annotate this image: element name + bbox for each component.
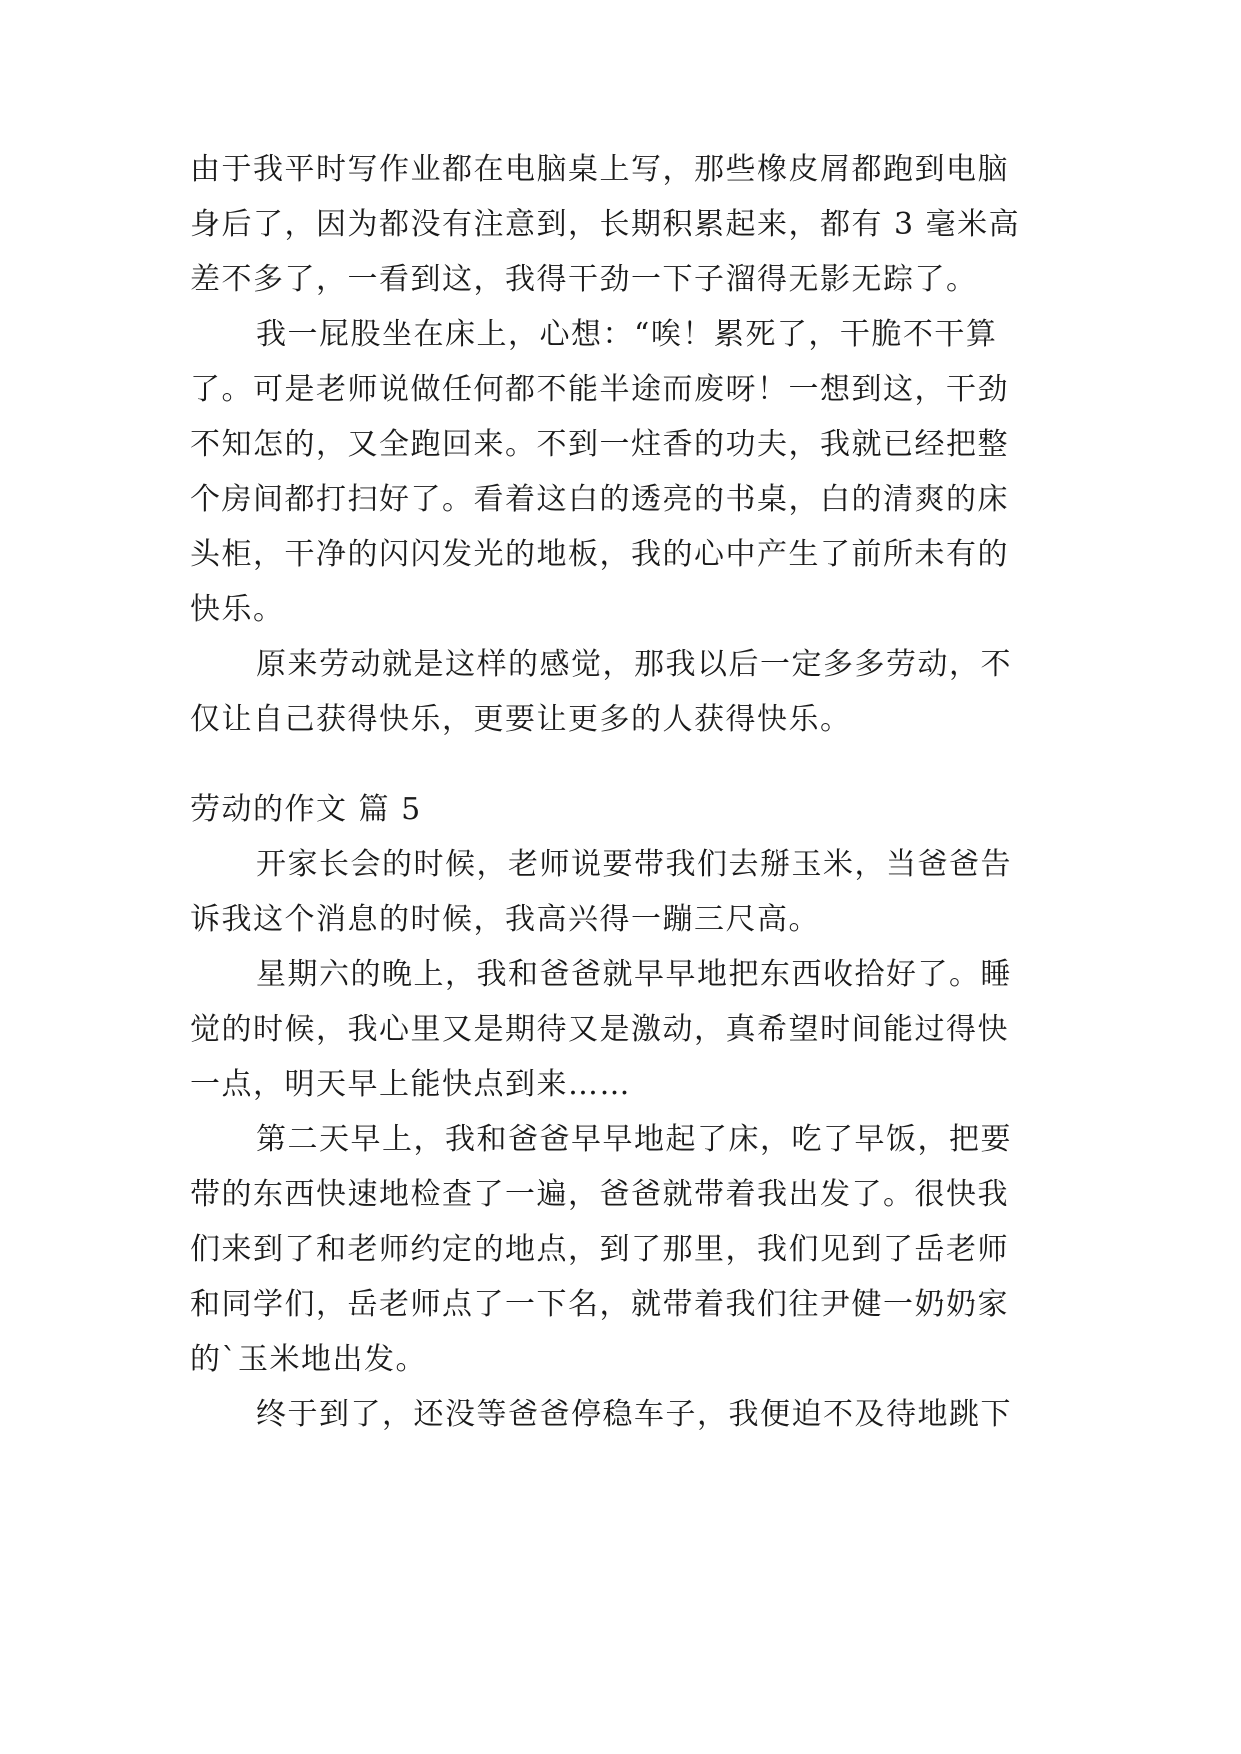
paragraph-line: 星期六的晚上，我和爸爸就早早地把东西收拾好了。睡 [256,957,1012,992]
paragraph-line: 仅让自己获得快乐，更要让更多的人获得快乐。 [190,702,852,737]
paragraph-line: 了。可是老师说做任何都不能半途而废呀！一想到这，干劲 [190,372,1009,407]
section-heading: 劳动的作文 篇 5 [190,792,422,827]
paragraph-line: 的`玉米地出发。 [190,1342,427,1377]
paragraph-line: 不知怎的，又全跑回来。不到一炷香的功夫，我就已经把整 [190,427,1009,462]
paragraph-line: 差不多了，一看到这，我得干劲一下子溜得无影无踪了。 [190,262,978,297]
paragraph-line: 开家长会的时候，老师说要带我们去掰玉米，当爸爸告 [256,847,1012,882]
paragraph-line: 我一屁股坐在床上，心想：“唉！累死了，干脆不干算 [256,317,998,352]
paragraph-line: 带的东西快速地检查了一遍，爸爸就带着我出发了。很快我 [190,1177,1009,1212]
paragraph-line: 一点，明天早上能快点到来…… [190,1067,631,1102]
paragraph-line: 身后了，因为都没有注意到，长期积累起来，都有 3 毫米高 [190,207,1021,242]
paragraph-line: 们来到了和老师约定的地点，到了那里，我们见到了岳老师 [190,1232,1009,1267]
paragraph-line: 诉我这个消息的时候，我高兴得一蹦三尺高。 [190,902,820,937]
paragraph-line: 觉的时候，我心里又是期待又是激动，真希望时间能过得快 [190,1012,1009,1047]
paragraph-line: 快乐。 [190,592,285,627]
paragraph-line: 终于到了，还没等爸爸停稳车子，我便迫不及待地跳下 [256,1397,1012,1432]
paragraph-line: 由于我平时写作业都在电脑桌上写，那些橡皮屑都跑到电脑 [190,152,1009,187]
paragraph-line: 原来劳动就是这样的感觉，那我以后一定多多劳动，不 [256,647,1012,682]
paragraph-line: 个房间都打扫好了。看着这白的透亮的书桌，白的清爽的床 [190,482,1009,517]
paragraph-line: 和同学们，岳老师点了一下名，就带着我们往尹健一奶奶家 [190,1287,1009,1322]
paragraph-line: 头柜，干净的闪闪发光的地板，我的心中产生了前所未有的 [190,537,1009,572]
paragraph-line: 第二天早上，我和爸爸早早地起了床，吃了早饭，把要 [256,1122,1012,1157]
